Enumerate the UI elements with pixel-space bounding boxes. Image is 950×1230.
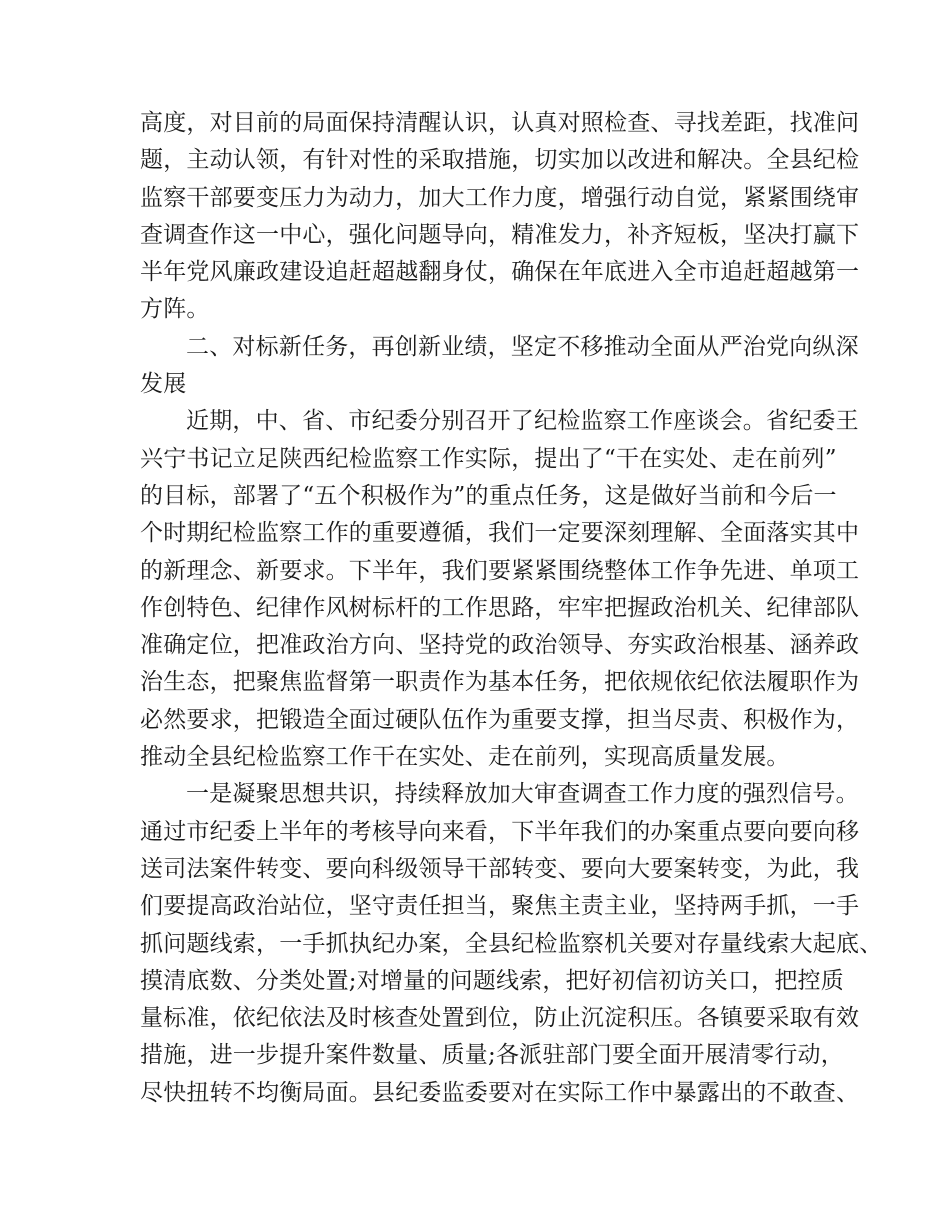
text-line: 治生态，把聚焦监督第一职责作为基本任务，把依规依纪依法履职作为 (140, 669, 860, 696)
text-line: 们要提高政治站位，坚守责任担当，聚焦主责主业，坚持两手抓，一手 (140, 893, 860, 920)
section-heading: 二、对标新任务，再创新业绩，坚定不移推动全面从严治党向纵深 (186, 333, 859, 360)
document-body (140, 105, 883, 1112)
text-line: 作创特色、纪律作风树标杆的工作思路，牢牢把握政治机关、纪律部队 (140, 594, 860, 621)
text-line: 准确定位，把准政治方向、坚持党的政治领导、夯实政治根基、涵养政 (140, 632, 860, 659)
section-heading-continued: 发展 (140, 371, 187, 398)
text-line: 抓问题线索，一手抓执纪办案，全县纪检监察机关要对存量线索大起底、 (140, 930, 883, 957)
text-line: 兴宁书记立足陕西纪检监察工作实际，提出了“干在实处、走在前列” (140, 445, 837, 472)
text-line: 措施，进一步提升案件数量、质量;各派驻部门要全面开展清零行动， (140, 1042, 844, 1069)
text-line: 必然要求，把锻造全面过硬队伍作为重要支撑，担当尽责、积极作为， (140, 706, 860, 733)
text-line: 送司法案件转变、要向科级领导干部转变、要向大要案转变，为此，我 (140, 855, 860, 882)
text-line: 高度，对目前的局面保持清醒认识，认真对照检查、寻找差距，找准问 (140, 110, 860, 136)
paragraph-start: 近期，中、省、市纪委分别召开了纪检监察工作座谈会。省纪委王 (186, 408, 859, 435)
text-line: 监察干部要变压力为动力，加大工作力度，增强行动自觉，紧紧围绕审 (140, 184, 860, 211)
text-line: 个时期纪检监察工作的重要遵循，我们一定要深刻理解、全面落实其中 (140, 520, 860, 547)
paragraph-start: 一是凝聚思想共识，持续释放加大审查调查工作力度的强烈信号。 (186, 781, 859, 808)
text-line: 查调查作这一中心，强化问题导向，精准发力，补齐短板，坚决打赢下 (140, 221, 860, 248)
text-line: 通过市纪委上半年的考核导向来看，下半年我们的办案重点要向要向移 (140, 818, 860, 845)
text-line: 半年党风廉政建设追赶超越翻身仗，确保在年底进入全市追赶超越第一 (140, 259, 860, 286)
text-line: 方阵。 (140, 296, 210, 323)
text-line: 推动全县纪检监察工作干在实处、走在前列，实现高质量发展。 (140, 744, 790, 771)
text-line: 尽快扭转不均衡局面。县纪委监委要对在实际工作中暴露出的不敢查、 (140, 1079, 860, 1106)
text-line: 题，主动认领，有针对性的采取措施，切实加以改进和解决。全县纪检 (140, 147, 860, 174)
text-line: 摸清底数、分类处置;对增量的问题线索，把好初信初访关口，把控质 (140, 967, 844, 994)
text-line: 量标准，依纪依法及时核查处置到位，防止沉淀积压。各镇要采取有效 (140, 1005, 860, 1032)
text-line: 的新理念、新要求。下半年，我们要紧紧围绕整体工作争先进、单项工 (140, 557, 860, 584)
text-line: 的目标，部署了“五个积极作为”的重点任务，这是做好当前和今后一 (140, 482, 837, 509)
